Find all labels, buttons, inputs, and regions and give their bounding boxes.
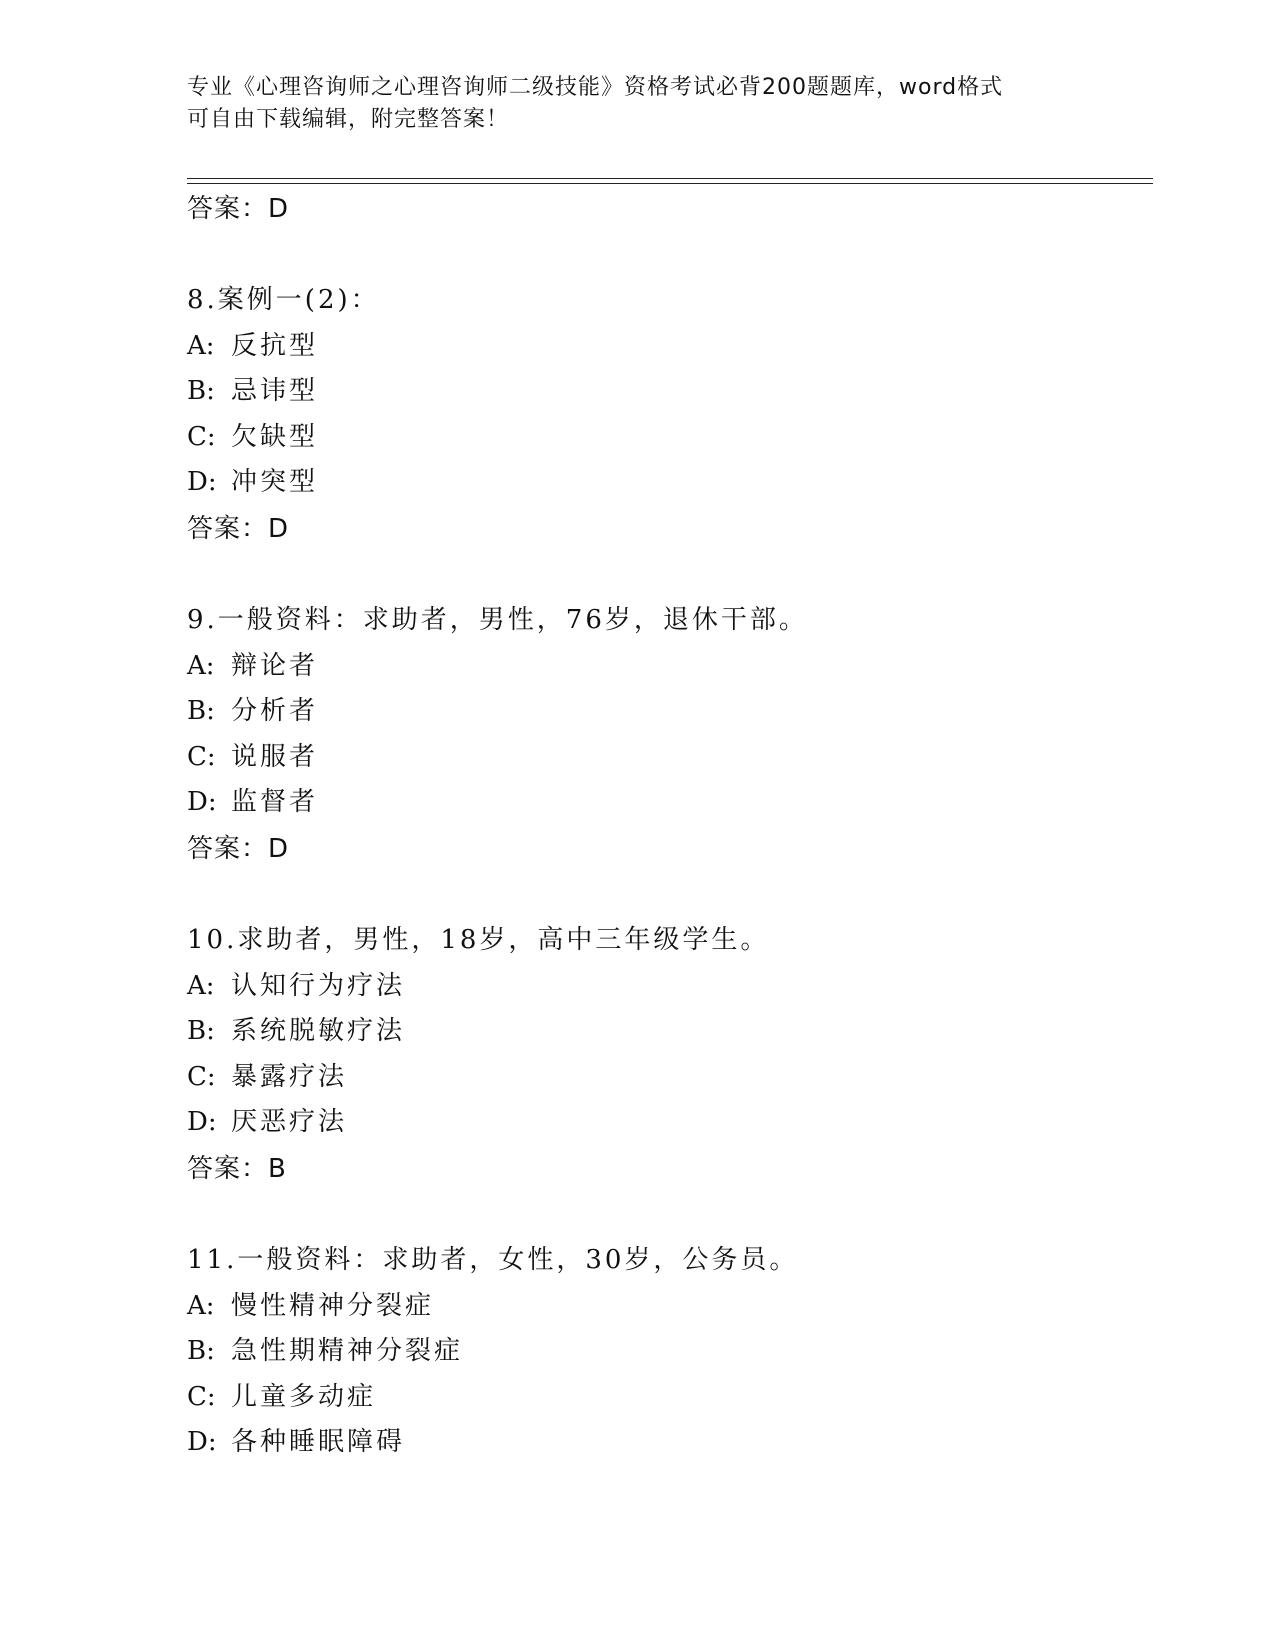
option-a [187,644,1153,690]
question-title: 11.一般资料：求助者，女性，30岁，公务员。 [187,1244,799,1275]
option-key: D: [187,467,217,498]
option-text: 系统脱敏疗法 [231,1016,406,1047]
option-b [187,1329,1153,1375]
option-key: C: [187,741,216,772]
option-text: 认知行为疗法 [231,970,406,1001]
header-divider-bottom [187,183,1153,184]
option-key: D: [187,1427,217,1458]
option-text: 各种睡眠障碍 [231,1427,406,1458]
option-key: B: [187,696,215,727]
option-d [187,1420,1153,1466]
question-10 [187,918,1153,1192]
question-11 [187,1238,1153,1466]
question-list [187,186,1153,1466]
option-c [187,735,1153,781]
option-text: 冲突型 [231,467,319,498]
option-text: 厌恶疗法 [231,1107,348,1138]
option-c [187,1055,1153,1101]
option-a [187,1284,1153,1330]
option-d [187,460,1153,506]
option-text: 监督者 [231,787,319,818]
question-title: 10.求助者，男性，18岁，高中三年级学生。 [187,924,770,955]
option-text: 欠缺型 [231,421,319,452]
option-key: A: [187,1290,215,1321]
option-key: C: [187,1381,216,1412]
option-b [187,369,1153,415]
question-8 [187,278,1153,552]
option-text: 说服者 [231,741,319,772]
option-c [187,1375,1153,1421]
option-key: C: [187,1061,216,1092]
option-key: C: [187,421,216,452]
previous-answer: 答案：D [187,194,290,224]
option-text: 急性期精神分裂症 [231,1336,464,1367]
option-key: A: [187,970,215,1001]
question-9 [187,598,1153,872]
option-key: D: [187,1107,217,1138]
option-d [187,780,1153,826]
option-text: 暴露疗法 [231,1061,348,1092]
option-key: D: [187,787,217,818]
question-title: 8.案例一(2)： [187,285,380,315]
question-answer: 答案：D [187,513,290,544]
option-key: B: [187,1336,215,1367]
question-answer: 答案：D [187,833,290,864]
header-line-1: 专业《心理咨询师之心理咨询师二级技能》资格考试必背200题题库，word格式 [187,75,1004,100]
option-key: A: [187,330,215,361]
question-title: 9.一般资料：求助者，男性，76岁，退休干部。 [187,604,808,635]
option-text: 辩论者 [231,650,319,681]
option-key: B: [187,376,215,407]
document-header [187,72,1087,136]
option-b [187,1009,1153,1055]
option-text: 忌讳型 [231,376,319,407]
option-a [187,964,1153,1010]
option-key: A: [187,650,215,681]
option-text: 儿童多动症 [231,1381,377,1412]
option-c [187,415,1153,461]
option-a [187,324,1153,370]
question-answer: 答案：B [187,1153,287,1184]
option-text: 反抗型 [231,330,319,361]
header-divider-top [187,178,1153,179]
option-key: B: [187,1016,215,1047]
option-d [187,1100,1153,1146]
option-text: 慢性精神分裂症 [231,1290,435,1321]
option-b [187,689,1153,735]
header-line-2: 可自由下载编辑，附完整答案！ [187,107,510,132]
option-text: 分析者 [231,696,319,727]
